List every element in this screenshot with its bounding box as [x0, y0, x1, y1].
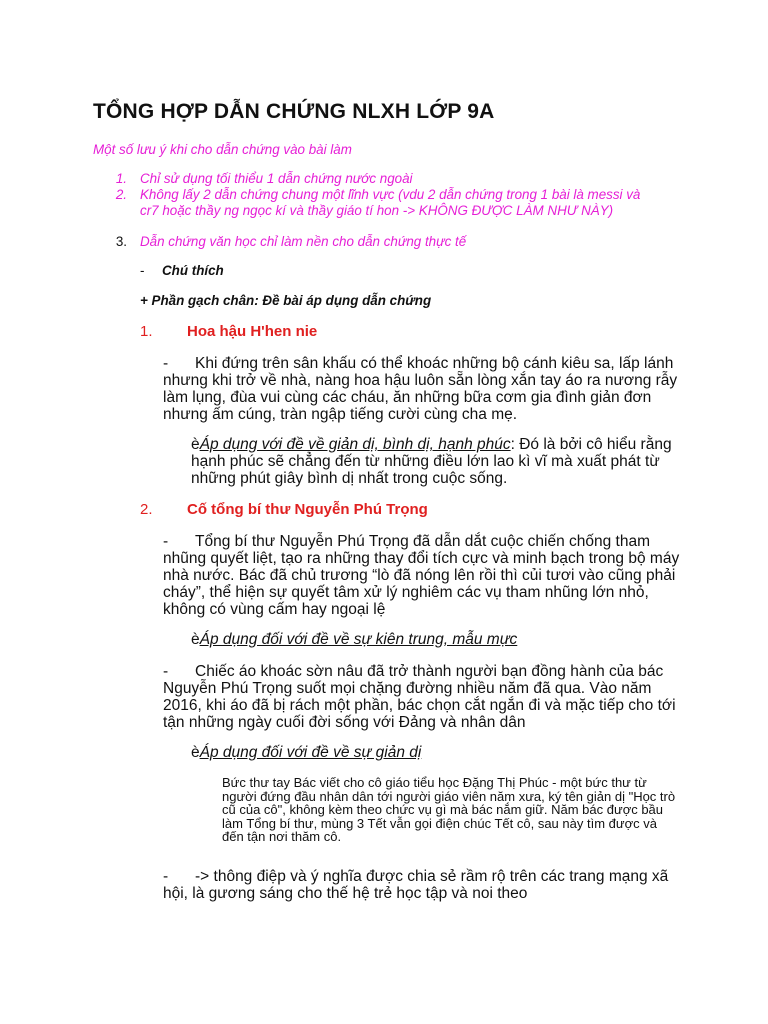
letter-quote: Bức thư tay Bác viết cho cô giáo tiểu học Đặng Thị Phúc - một bức thư từ người đứng đầu nhân dân tới người giáo viên năm xưa, ký tên giản dị "Học trò cũ của cô", không kèm theo chức vụ gì mà bác nắm giữ. Năm bác được bầu làm Tổng bí thư, mùng 3 Tết vẫn gọi điện chúc Tết cô, sau này tìm được và đến tận nơi thăm cô. — [222, 775, 676, 845]
apply-topic: Áp dụng đối với đề về sự giản dị — [199, 744, 422, 761]
evidence-paragraph — [163, 355, 683, 423]
section-title: Hoa hậu H'hen nie — [187, 323, 318, 340]
note-number: 2. — [115, 187, 127, 202]
section-number: 1. — [140, 323, 153, 340]
notes-heading: Một số lưu ý khi cho dẫn chứng vào bài làm — [93, 142, 352, 157]
evidence-paragraph — [163, 868, 683, 902]
section-title: Cố tổng bí thư Nguyễn Phú Trọng — [187, 501, 428, 518]
legend-underline-note: + Phần gạch chân: Đề bài áp dụng dẫn chứng — [140, 293, 432, 308]
paragraph-dash: - — [163, 355, 169, 372]
apply-topic: Áp dụng đối với đề về sự kiên trung, mẫu mực — [199, 631, 518, 648]
paragraph-dash: - — [163, 663, 169, 680]
apply-explanation: : Đó là bởi cô hiểu rằng hạnh phúc sẽ chẳng đến từ những điều lớn lao kì vĩ mà xuất phát từ những phút giây bình dị nhất trong cuộc sống. — [191, 436, 672, 487]
note-item: Chỉ sử dụng tối thiểu 1 dẫn chứng nước ngoài — [140, 171, 413, 186]
apply-note — [191, 631, 681, 648]
evidence-paragraph — [163, 663, 683, 731]
apply-marker: è — [191, 744, 200, 761]
evidence-paragraph — [163, 533, 683, 618]
paragraph-text: Tổng bí thư Nguyễn Phú Trọng đã dẫn dắt cuộc chiến chống tham nhũng quyết liệt, tạo ra những thay đổi tích cực và minh bạch trong bộ máy nhà nước. Bác đã chủ trương “lò đã nóng lên rồi thì củi tươi vào cũng phải cháy”, thể hiện sự quyết tâm xử lý nghiêm các vụ tham nhũng lớn nhỏ, không có vùng cấm hay ngoại lệ — [163, 533, 680, 618]
apply-note — [191, 744, 681, 761]
note-item: Dẫn chứng văn học chỉ làm nền cho dẫn chứng thực tế — [140, 234, 467, 249]
paragraph-dash: - — [163, 533, 169, 550]
paragraph-text: Chiếc áo khoác sờn nâu đã trở thành người bạn đồng hành của bác Nguyễn Phú Trọng suốt mọi chặng đường nhiều năm đã qua. Vào năm 2016, khi áo đã bị rách một phần, bác chọn cắt ngắn đi và mặc tiếp cho tới tận những ngày cuối đời sống với Đảng và nhân dân — [163, 663, 676, 731]
paragraph-text: -> thông điệp và ý nghĩa được chia sẻ rầm rộ trên các trang mạng xã hội, là gương sáng cho thế hệ trẻ học tập và noi theo — [163, 868, 669, 902]
apply-marker: è — [191, 436, 200, 453]
section-number: 2. — [140, 501, 153, 518]
apply-topic: Áp dụng với đề về giản dị, bình dị, hạnh phúc — [199, 436, 511, 453]
note-item: Không lấy 2 dẫn chứng chung một lĩnh vực (vdu 2 dẫn chứng trong 1 bài là messi và cr7 hoặc thầy ng ngọc kí và thầy giáo tí hon -> KHÔNG ĐƯỢC LÀM NHƯ NÀY) — [140, 187, 641, 218]
legend-label: Chú thích — [162, 263, 224, 278]
paragraph-text: Khi đứng trên sân khấu có thể khoác những bộ cánh kiêu sa, lấp lánh nhưng khi trở về nhà, nàng hoa hậu luôn sẵn lòng xắn tay áo ra nương rẫy làm lụng, đùa vui cùng các cháu, ăn những bữa cơm gia đình giản đơn nhưng ấm cúng, tràn ngập tiếng cười cùng cha mẹ. — [163, 355, 678, 423]
apply-marker: è — [191, 631, 200, 648]
apply-note — [191, 436, 681, 487]
paragraph-dash: - — [163, 868, 169, 885]
note-number: 3. — [115, 234, 127, 249]
page-title: TỔNG HỢP DẪN CHỨNG NLXH LỚP 9A — [93, 100, 495, 123]
note-number: 1. — [115, 171, 127, 186]
legend-dash: - — [140, 263, 145, 278]
